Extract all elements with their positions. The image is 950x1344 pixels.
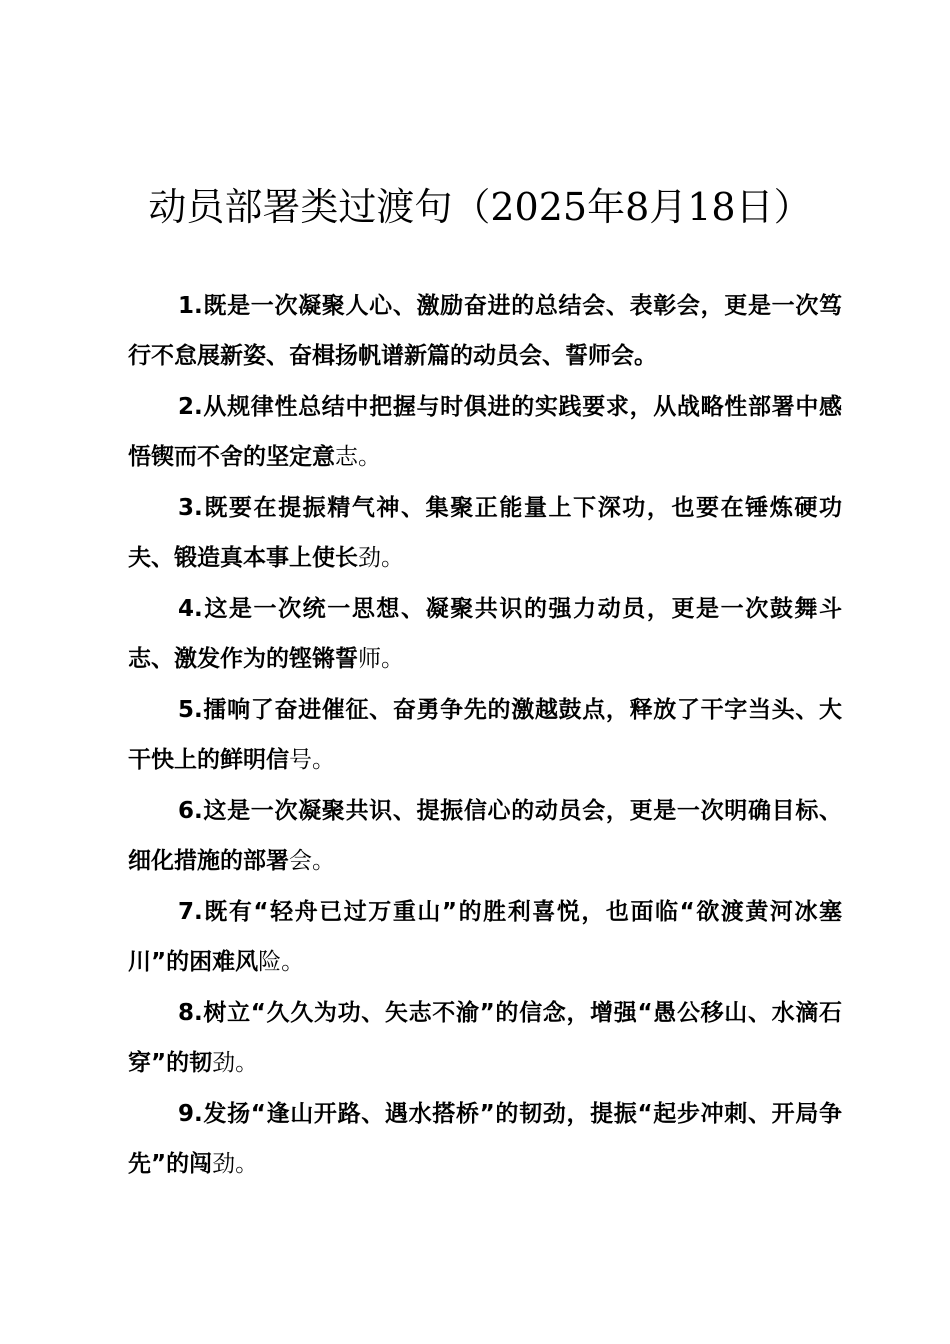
item-text-tail: 号。 bbox=[289, 746, 335, 773]
list-item bbox=[128, 686, 842, 785]
list-item bbox=[128, 888, 842, 987]
item-text-tail: 劲。 bbox=[358, 544, 404, 571]
item-text-tail: 师。 bbox=[358, 645, 404, 672]
item-text: 7.既有“轻舟已过万重山”的胜利喜悦，也面临“欲渡黄河冰塞川”的困难风 bbox=[128, 899, 842, 975]
item-text: 2.从规律性总结中把握与时俱进的实践要求，从战略性部署中感悟锲而不舍的坚定意 bbox=[128, 394, 842, 470]
transition-sentence-list bbox=[128, 282, 842, 1191]
item-text-tail: 险。 bbox=[258, 948, 305, 975]
list-item bbox=[128, 585, 842, 684]
list-item bbox=[128, 383, 842, 482]
item-text: 5.擂响了奋进催征、奋勇争先的激越鼓点，释放了干字当头、大干快上的鲜明信 bbox=[128, 697, 842, 773]
list-item bbox=[128, 1090, 842, 1189]
item-text: 8.树立“久久为功、矢志不渝”的信念，增强“愚公移山、水滴石穿”的韧 bbox=[128, 1000, 842, 1076]
item-text: 3.既要在提振精气神、集聚正能量上下深功，也要在锤炼硬功夫、锻造真本事上使长 bbox=[128, 495, 842, 571]
item-text-tail: 志。 bbox=[335, 443, 381, 470]
list-item bbox=[128, 282, 842, 381]
list-item bbox=[128, 787, 842, 886]
list-item bbox=[128, 989, 842, 1088]
item-text-tail: 会。 bbox=[289, 847, 335, 874]
item-text-tail: 劲。 bbox=[212, 1049, 259, 1076]
item-text-tail: 劲。 bbox=[212, 1150, 259, 1177]
item-text: 9.发扬“逢山开路、遇水搭桥”的韧劲，提振“起步冲刺、开局争先”的闯 bbox=[128, 1101, 842, 1177]
document-title: 动员部署类过渡句（2025年8月18日） bbox=[148, 185, 812, 229]
item-text: 1.既是一次凝聚人心、激励奋进的总结会、表彰会，更是一次笃行不怠展新姿、奋楫扬帆谱新篇的动员会、誓师会。 bbox=[128, 293, 842, 369]
list-item bbox=[128, 484, 842, 583]
item-text: 4.这是一次统一思想、凝聚共识的强力动员，更是一次鼓舞斗志、激发作为的铿锵誓 bbox=[128, 596, 842, 672]
item-text: 6.这是一次凝聚共识、提振信心的动员会，更是一次明确目标、细化措施的部署 bbox=[128, 798, 842, 874]
